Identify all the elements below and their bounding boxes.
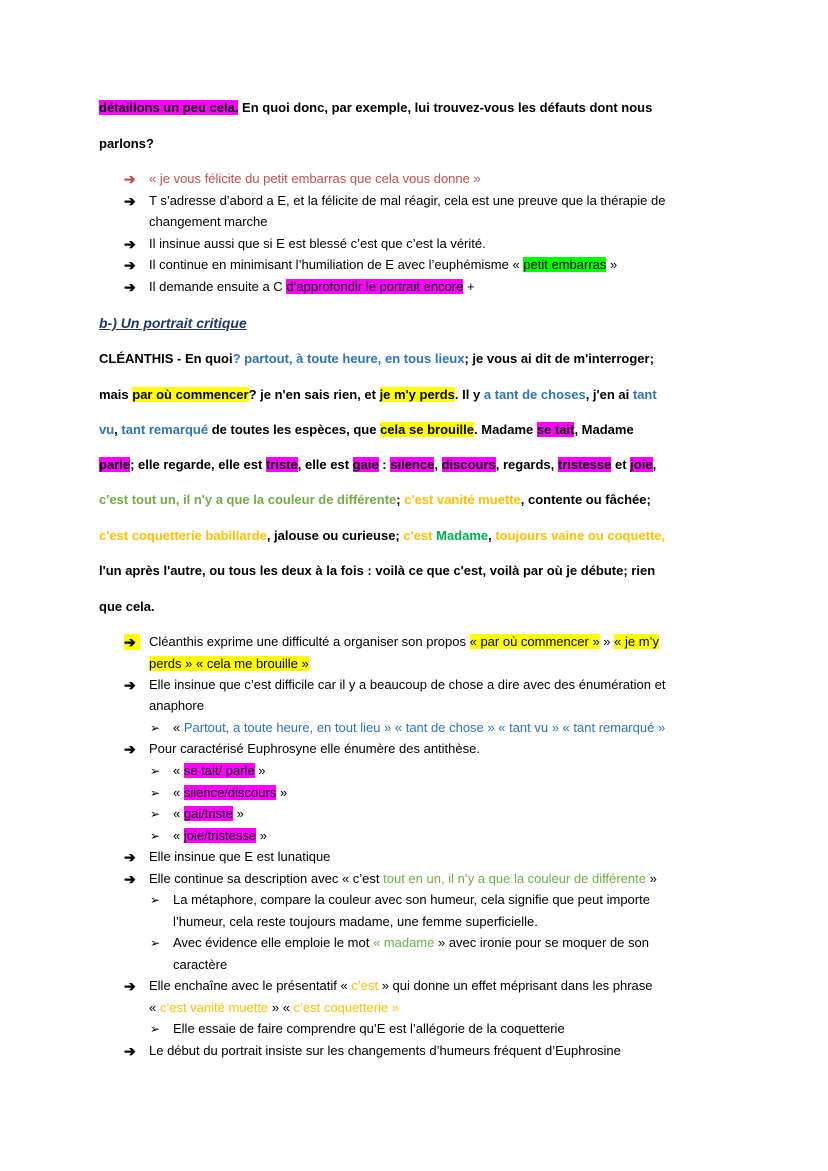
bullet-text: Il demande ensuite a C d’approfondir le portrait encore + — [149, 279, 475, 294]
quote-line-2: mais par où commencer? je n'en sais rien, et je m'y perds. Il y a tant de choses, j'en ai tant — [99, 387, 657, 402]
quote-line-7: l'un après l'autre, ou tous les deux à la fois : voilà ce que c'est, voilà par où je débute; rien — [99, 563, 656, 578]
quote-line-1: CLÉANTHIS - En quoi? partout, à toute heure, en tous lieux; je vous ai dit de m'interroger; — [99, 351, 654, 366]
sub-bullet-text: l’humeur, cela reste toujours madame, une femme superficielle. — [173, 914, 538, 929]
section-title: b-) Un portrait critique — [99, 315, 247, 331]
bullet-text: Elle insinue que E est lunatique — [149, 849, 331, 864]
bullet-text: Il insinue aussi que si E est blessé c’est que c’est la vérité. — [149, 236, 486, 251]
arrow-icon: ➔ — [124, 978, 136, 994]
sub-arrow-icon: ➢ — [150, 786, 161, 800]
sub-arrow-icon: ➢ — [150, 829, 161, 843]
sub-bullet-text: caractère — [173, 957, 228, 972]
bullet-quote: « je vous félicite du petit embarras que cela vous donne » — [149, 171, 481, 186]
sub-arrow-icon: ➢ — [150, 936, 161, 950]
quote-line-3: vu, tant remarqué de toutes les espèces, que cela se brouille. Madame se tait, Madame — [99, 422, 634, 437]
bullet-text: Pour caractérisé Euphrosyne elle énumère des antithèse. — [149, 741, 480, 756]
arrow-icon: ➔ — [124, 634, 140, 650]
bullet-text: « c’est vanité muette » « c’est coquetterie » — [149, 1000, 400, 1015]
sub-arrow-icon: ➢ — [150, 764, 161, 778]
quote-line-5: c'est tout un, il n'y a que la couleur de différente; c'est vanité muette, contente ou fâchée; — [99, 492, 651, 507]
sub-bullet-text: « Partout, a toute heure, en tout lieu » « tant de chose » « tant vu » « tant remarqué » — [173, 720, 666, 735]
sub-arrow-icon: ➢ — [150, 721, 161, 735]
arrow-icon: ➔ — [124, 236, 136, 252]
arrow-icon: ➔ — [124, 849, 136, 865]
intro-line-2: parlons? — [99, 136, 154, 151]
arrow-icon: ➔ — [124, 257, 136, 273]
arrow-icon: ➔ — [124, 871, 136, 887]
sub-bullet-text: Avec évidence elle emploie le mot « madame » avec ironie pour se moquer de son — [173, 935, 649, 950]
bullet-text: anaphore — [149, 698, 204, 713]
sub-arrow-icon: ➢ — [150, 807, 161, 821]
arrow-icon: ➔ — [124, 741, 136, 757]
bullet-text: Il continue en minimisant l’humiliation de E avec l’euphémisme « petit embarras » — [149, 257, 618, 272]
sub-bullet-text: « se tait/ parle » — [173, 763, 266, 778]
bullet-text: T s’adresse d’abord a E, et la félicite de mal réagir, cela est une preuve que la thérapie de — [149, 193, 666, 208]
sub-arrow-icon: ➢ — [150, 893, 161, 907]
bullet-text: Elle continue sa description avec « c’est tout en un, il n’y a que la couleur de différente » — [149, 871, 657, 886]
sub-bullet-text: Elle essaie de faire comprendre qu’E est l’allégorie de la coquetterie — [173, 1021, 565, 1036]
sub-arrow-icon: ➢ — [150, 1022, 161, 1036]
sub-bullet-text: « gai/triste » — [173, 806, 244, 821]
bullet-text: Cléanthis exprime une difficulté a organiser son propos « par où commencer » » « je m’y — [149, 634, 659, 649]
arrow-icon: ➔ — [124, 171, 136, 187]
quote-line-8: que cela. — [99, 599, 155, 614]
arrow-icon: ➔ — [124, 677, 136, 693]
sub-bullet-text: « silence/discours » — [173, 785, 288, 800]
quote-line-4: parle; elle regarde, elle est triste, elle est gaie : silence, discours, regards, tristesse et joie, — [99, 457, 657, 472]
bullet-text: perds » « cela me brouille » — [149, 656, 309, 671]
arrow-icon: ➔ — [124, 193, 136, 209]
sub-bullet-text: La métaphore, compare la couleur avec son humeur, cela signifie que peut importe — [173, 892, 650, 907]
arrow-icon: ➔ — [124, 279, 136, 295]
bullet-text: Elle insinue que c’est difficile car il y a beaucoup de chose a dire avec des énumération et — [149, 677, 666, 692]
highlight: détaillons un peu cela. — [99, 100, 239, 115]
bullet-text: changement marche — [149, 214, 268, 229]
quote-line-6: c'est coquetterie babillarde, jalouse ou curieuse; c'est Madame, toujours vaine ou coquette, — [99, 528, 666, 543]
bullet-text: Le début du portrait insiste sur les changements d’humeurs fréquent d’Euphrosine — [149, 1043, 621, 1058]
intro-line-1: détaillons un peu cela. En quoi donc, par exemple, lui trouvez-vous les défauts dont nous — [99, 100, 653, 115]
highlight: d’approfondir le portrait encore — [286, 279, 464, 294]
arrow-icon: ➔ — [124, 1043, 136, 1059]
highlight: petit embarras — [523, 257, 607, 272]
bullet-text: Elle enchaîne avec le présentatif « c’est » qui donne un effet méprisant dans les phrase — [149, 978, 653, 993]
sub-bullet-text: « joie/tristesse » — [173, 828, 267, 843]
